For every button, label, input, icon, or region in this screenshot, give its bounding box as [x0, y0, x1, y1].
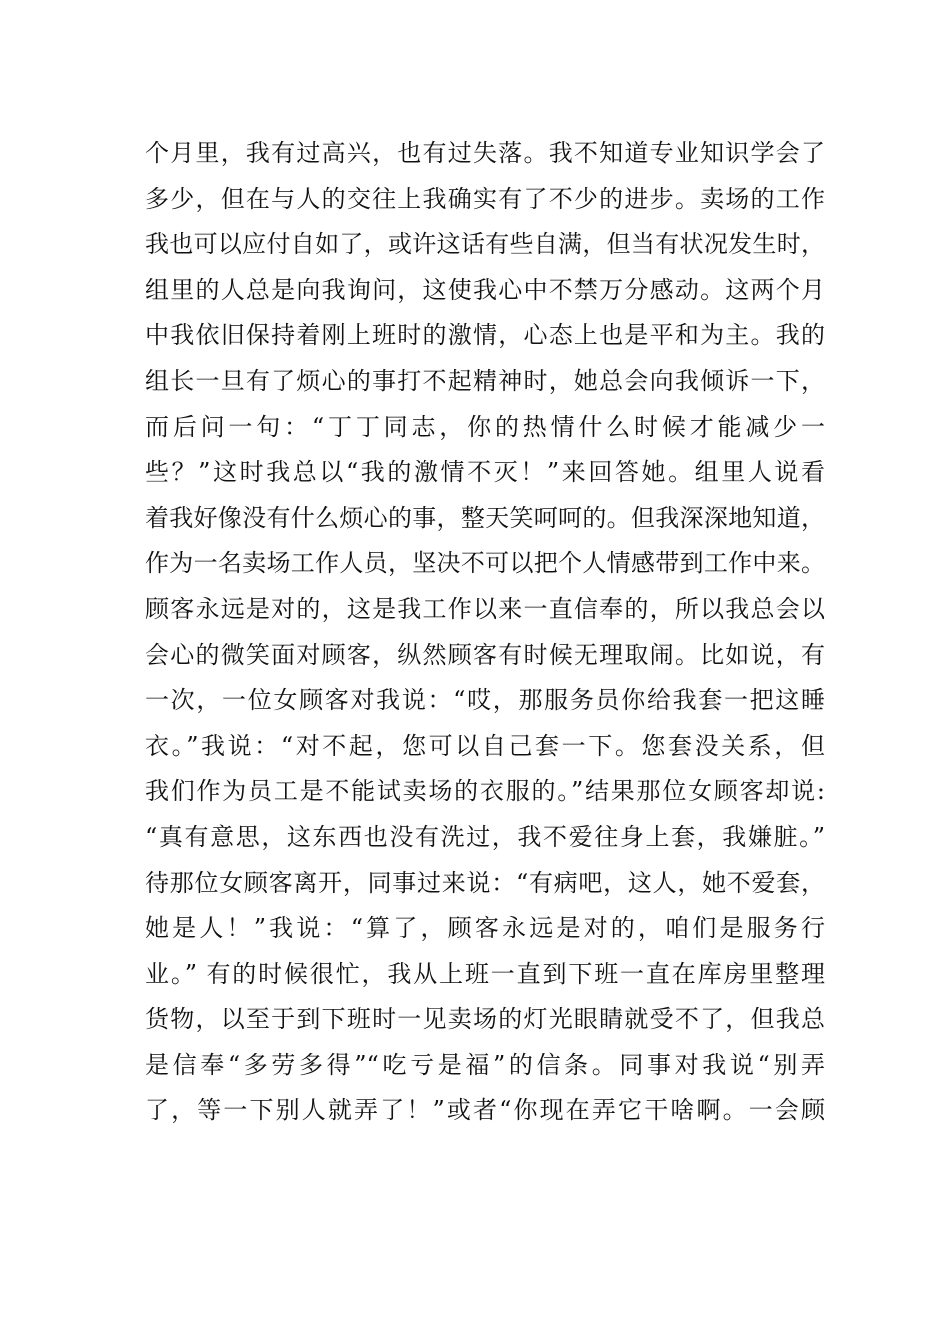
text-line: 我也可以应付自如了，或许这话有些自满，但当有状况发生时，	[145, 230, 825, 259]
text-line: 了，等一下别人就弄了！”或者“你现在弄它干啥啊。一会顾	[145, 1096, 825, 1125]
text-line: 货物，以至于到下班时一见卖场的灯光眼睛就受不了，但我总	[145, 1005, 825, 1034]
text-line: 作为一名卖场工作人员，坚决不可以把个人情感带到工作中来。	[145, 549, 825, 578]
text-line: 一次，一位女顾客对我说：“哎，那服务员你给我套一把这睡	[145, 686, 825, 715]
text-line: 业。” 有的时候很忙，我从上班一直到下班一直在库房里整理	[145, 959, 825, 988]
text-line: 是信奉“多劳多得”“吃亏是福”的信条。同事对我说“别弄	[145, 1050, 825, 1079]
text-line: “真有意思，这东西也没有洗过，我不爱往身上套，我嫌脏。”	[145, 822, 825, 851]
text-line: 多少，但在与人的交往上我确实有了不少的进步。卖场的工作	[145, 184, 825, 213]
text-line: 待那位女顾客离开，同事过来说：“有病吧，这人，她不爱套，	[145, 868, 825, 897]
text-line: 组里的人总是向我询问，这使我心中不禁万分感动。这两个月	[145, 275, 825, 304]
text-line: 会心的微笑面对顾客，纵然顾客有时候无理取闹。比如说，有	[145, 640, 825, 669]
text-line: 些？”这时我总以“我的激情不灭！”来回答她。组里人说看	[145, 458, 825, 487]
text-line: 个月里，我有过高兴，也有过失落。我不知道专业知识学会了	[145, 139, 825, 167]
body-paragraph	[145, 131, 825, 1134]
text-line: 她是人！”我说：“算了，顾客永远是对的，咱们是服务行	[145, 914, 825, 943]
text-line: 组长一旦有了烦心的事打不起精神时，她总会向我倾诉一下，	[145, 366, 825, 395]
text-line: 顾客永远是对的，这是我工作以来一直信奉的，所以我总会以	[145, 594, 825, 623]
text-line: 衣。”我说：“对不起，您可以自己套一下。您套没关系，但	[145, 731, 825, 760]
text-line: 我们作为员工是不能试卖场的衣服的。”结果那位女顾客却说:	[145, 777, 825, 806]
text-line: 着我好像没有什么烦心的事，整天笑呵呵的。但我深深地知道，	[145, 503, 825, 532]
text-line: 中我依旧保持着刚上班时的激情，心态上也是平和为主。我的	[145, 321, 825, 350]
text-line: 而后问一句：“丁丁同志，你的热情什么时候才能减少一	[145, 412, 825, 441]
